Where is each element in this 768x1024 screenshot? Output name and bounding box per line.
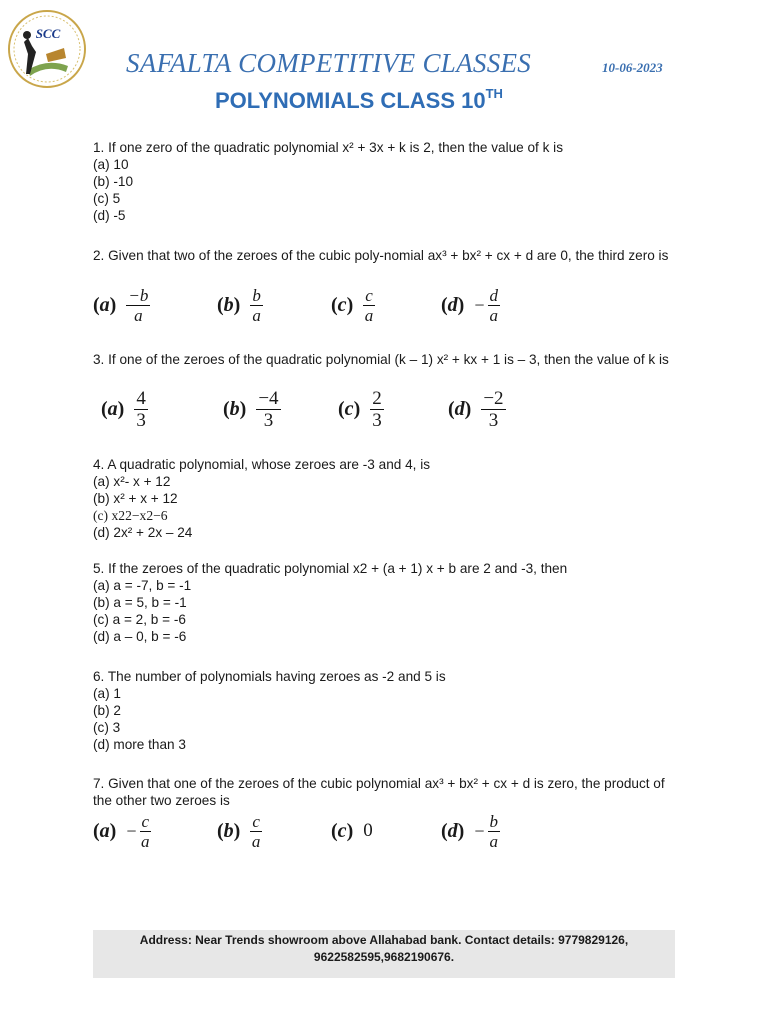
- option-d: (d) − $\frac{b}{a}$: [441, 811, 498, 851]
- option-c: (c) $\frac{c}{a}$: [331, 285, 374, 325]
- fraction: $\frac{c}{a}$: [251, 811, 261, 851]
- option-a: (a) x²- x + 12: [93, 474, 171, 489]
- question-text: 5. If the zeroes of the quadratic polynomial x2 + (a + 1) x + b are 2 and -3, then: [93, 561, 568, 576]
- question-1: [93, 139, 673, 224]
- question-text: 2. Given that two of the zeroes of the cubic poly-nomial ax³ + bx² + cx + d are 0, the third zero is: [93, 248, 669, 263]
- fraction: $\frac{-b}{a}$: [128, 285, 149, 325]
- fraction: $\frac{-4}{3}$: [258, 387, 279, 431]
- option-c: (c) a = 2, b = -6: [93, 612, 186, 627]
- question-text: 7. Given that one of the zeroes of the cubic polynomial ax³ + bx² + cx + d is zero, the product of the other two zeroes is: [93, 776, 665, 808]
- option-b: (b) -10: [93, 174, 134, 189]
- question-7-options: [93, 806, 653, 856]
- question-5: [93, 560, 673, 645]
- question-3: [93, 351, 673, 368]
- footer-line-2: 9622582595,9682190676.: [313, 950, 455, 964]
- footer-line-1: Address: Near Trends showroom above Allahabad bank. Contact details: 9779829126,: [139, 933, 629, 947]
- option-c: (c) 0: [331, 819, 373, 842]
- question-7: [93, 775, 673, 809]
- option-d: (d) a – 0, b = -6: [93, 629, 187, 644]
- question-2-options: [93, 280, 653, 330]
- option-a: (a) $\frac{-b}{a}$: [93, 285, 149, 325]
- question-text: 6. The number of polynomials having zeroes as -2 and 5 is: [93, 669, 446, 684]
- institute-logo: [6, 8, 88, 90]
- fraction: $\frac{2}{3}$: [372, 387, 382, 431]
- fraction: $\frac{4}{3}$: [136, 387, 146, 431]
- option-d: (d) − $\frac{d}{a}$: [441, 285, 498, 325]
- option-a: (a) 1: [93, 686, 121, 701]
- option-a: (a) a = -7, b = -1: [93, 578, 192, 593]
- option-a: (a) 10: [93, 157, 129, 172]
- fraction: $\frac{b}{a}$: [489, 811, 498, 851]
- option-a: (a) − $\frac{c}{a}$: [93, 811, 150, 851]
- option-d: (d) $\frac{-2}{3}$: [448, 387, 504, 431]
- option-c: (c) x22−x2−6: [93, 508, 168, 523]
- question-4: [93, 456, 673, 541]
- footer-address: [93, 930, 675, 978]
- fraction: $\frac{c}{a}$: [364, 285, 374, 325]
- question-text: 4. A quadratic polynomial, whose zeroes are -3 and 4, is: [93, 457, 431, 472]
- option-b: (b) x² + x + 12: [93, 491, 178, 506]
- fraction: $\frac{c}{a}$: [141, 811, 150, 851]
- option-b: (b) $\frac{b}{a}$: [217, 285, 261, 325]
- fraction: $\frac{d}{a}$: [489, 285, 498, 325]
- fraction: $\frac{b}{a}$: [252, 285, 261, 325]
- document-date: 10-06-2023: [602, 60, 663, 75]
- option-b: (b) $\frac{-4}{3}$: [223, 387, 279, 431]
- question-6: [93, 668, 673, 753]
- question-2: [93, 247, 673, 264]
- option-c: (c) 5: [93, 191, 121, 206]
- option-d: (d) -5: [93, 208, 126, 223]
- fraction: $\frac{-2}{3}$: [483, 387, 504, 431]
- question-text: 1. If one zero of the quadratic polynomial x² + 3x + k is 2, then the value of k is: [93, 140, 563, 155]
- page-title: POLYNOMIALS CLASS 10TH: [215, 86, 503, 113]
- question-3-options: [93, 384, 653, 434]
- option-b: (b) a = 5, b = -1: [93, 595, 187, 610]
- option-b: (b) $\frac{c}{a}$: [217, 811, 261, 851]
- institute-name: SAFALTA COMPETITIVE CLASSES: [126, 48, 532, 78]
- question-text: 3. If one of the zeroes of the quadratic polynomial (k – 1) x² + kx + 1 is – 3, then the value of k is: [93, 352, 669, 367]
- svg-text:SCC: SCC: [35, 26, 61, 41]
- option-c: (c) $\frac{2}{3}$: [338, 387, 382, 431]
- option-d: (d) more than 3: [93, 737, 186, 752]
- option-d: (d) 2x² + 2x – 24: [93, 525, 193, 540]
- option-a: (a) $\frac{4}{3}$: [101, 387, 146, 431]
- option-b: (b) 2: [93, 703, 121, 718]
- option-c: (c) 3: [93, 720, 121, 735]
